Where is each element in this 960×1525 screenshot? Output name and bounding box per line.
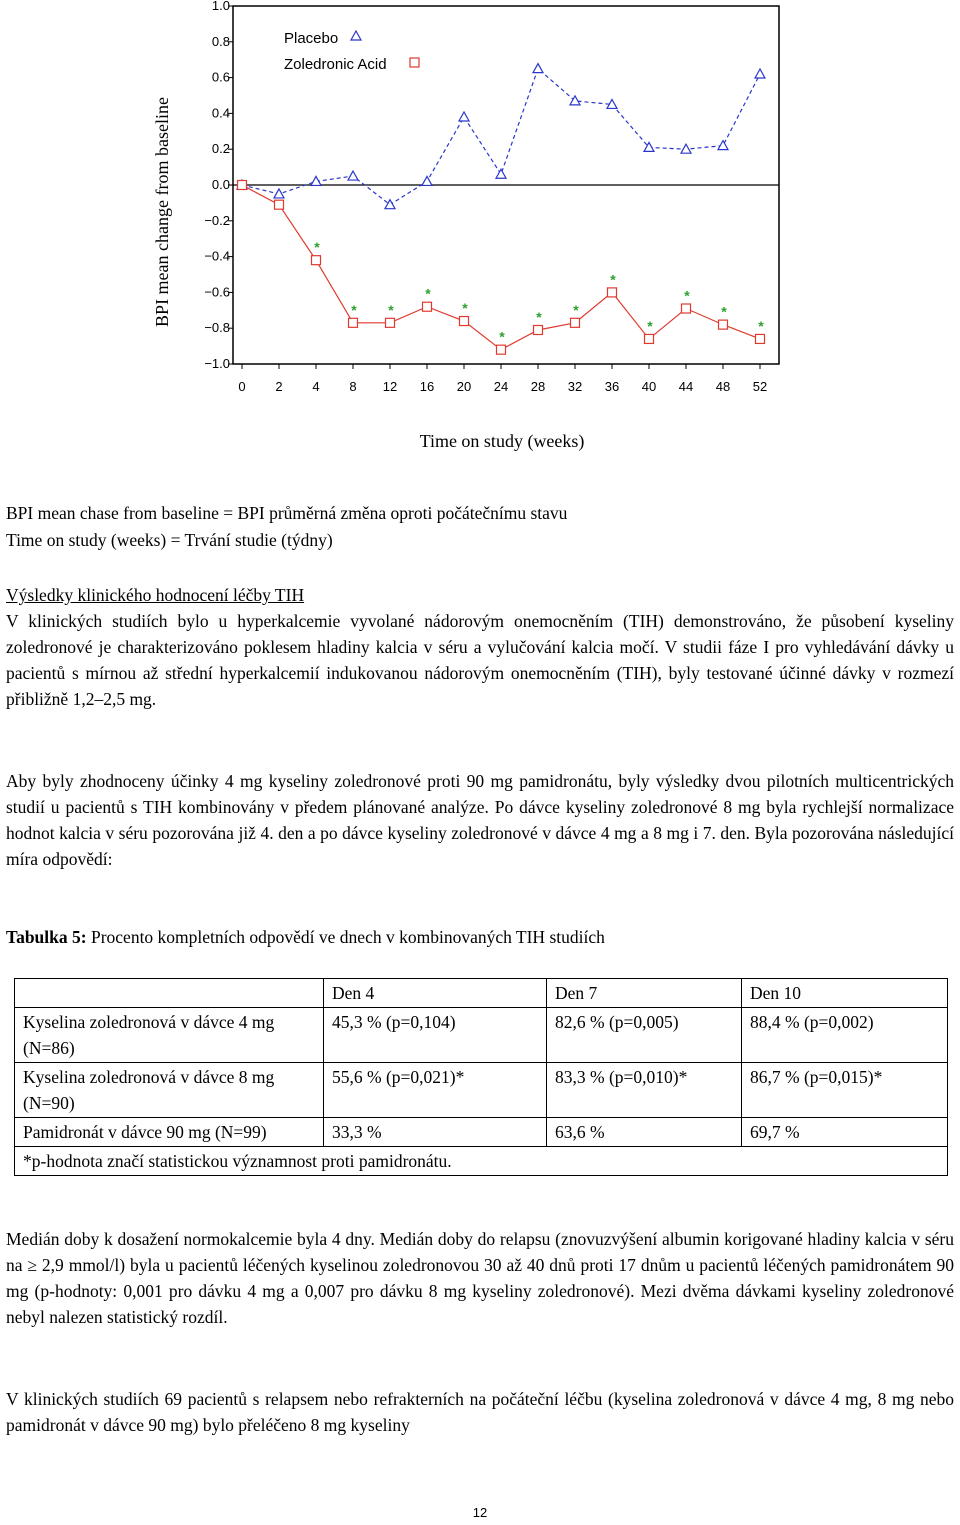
significance-marker: * [758,317,764,334]
page-number: 12 [472,1505,488,1520]
placebo-point [496,169,506,178]
placebo-point [533,64,543,73]
table-cell: 88,4 % (p=0,002) [742,1008,948,1063]
table-cell: 45,3 % (p=0,104) [324,1008,547,1063]
x-tick-label: 24 [493,379,509,394]
table-row-label: Kyselina zoledronová v dávce 4 mg (N=86) [15,1008,324,1063]
significance-marker: * [684,287,690,304]
x-tick-label: 28 [530,379,546,394]
zoledronic-point [608,288,617,297]
legend-zoledronic-label: Zoledronic Acid [284,56,387,73]
zoledronic-point [312,256,321,265]
table-header-cell [15,979,324,1008]
table-footnote: *p-hodnota značí statistickou významnost proti pamidronátu. [15,1147,948,1176]
table-cell: 63,6 % [547,1118,742,1147]
x-tick-label: 8 [349,379,357,394]
paragraph-pooled-analysis: Aby byly zhodnoceny účinky 4 mg kyseliny zoledronové proti 90 mg pamidronátu, byly výsledky dvou pilotních multicentrických studií u pacientů s TIH kombinovány v předem plánované analýze. Po dávce kyseliny zoledronové 8 mg byla rychlejší normalizace hodnot kalcia v séru pozorována již 4. den a po dávce kyseliny zoledronové v dávce 4 mg a 8 mg i 7. den. Byla pozorována následující míra odpovědí: [6,771,954,869]
placebo-point [459,112,469,121]
significance-marker: * [647,317,653,334]
zoledronic-point [497,345,506,354]
y-tick-label: 0.2 [211,141,230,157]
significance-marker: * [721,303,727,320]
zoledronic-point [756,334,765,343]
x-tick-label: 20 [456,379,472,394]
y-tick-label: −1.0 [204,356,230,371]
zoledronic-point [682,304,691,313]
paragraph-normocalcemia: Medián doby k dosažení normokalcemie byla 4 dny. Medián doby do relapsu (znovuzvýšení albumin korigované hladiny kalcia v séru na ≥ 2,9 mmol/l) byla u pacientů léčených kyselinou zoledronovou 30 až 40 dnů proti 17 dnům u pacientů léčených pamidronátem 90 mg (p-hodnoty: 0,001 pro dávku 4 mg a 0,007 pro dávku 8 mg kyseliny zoledronové). Mezi dvěma dávkami kyseliny zoledronové nebyl nalezen statistický rozdíl. [6,1229,954,1327]
zoledronic-point [349,318,358,327]
y-tick-label: −0.4 [204,248,230,264]
significance-marker: * [499,328,505,345]
table-cell: 86,7 % (p=0,015)* [742,1063,948,1118]
y-tick-label: 0.0 [211,177,230,192]
placebo-point [348,171,358,180]
significance-marker: * [425,285,431,302]
table-cell: 69,7 % [742,1118,948,1147]
zoledronic-point [460,317,469,326]
gloss-time: Time on study (weeks) = Trvání studie (týdny) [6,530,333,550]
placebo-point [422,176,432,185]
placebo-point [718,141,728,150]
placebo-point [274,189,284,198]
table-row-label: Pamidronát v dávce 90 mg (N=99) [15,1118,324,1147]
table-header-cell: Den 7 [547,979,742,1008]
x-tick-label: 0 [238,379,246,394]
x-tick-label: 4 [312,379,320,394]
x-tick-label: 12 [382,379,398,394]
y-tick-label: 1.0 [211,0,230,13]
zoledronic-point [275,200,284,209]
zoledronic-point [238,181,247,190]
placebo-point [385,200,395,209]
table-header-cell: Den 10 [742,979,948,1008]
x-tick-label: 44 [678,379,694,394]
significance-marker: * [388,301,394,318]
y-tick-label: 0.4 [211,105,230,121]
y-tick-label: −0.2 [204,212,230,228]
table-header-cell: Den 4 [324,979,547,1008]
zoledronic-point [571,318,580,327]
x-tick-label: 32 [567,379,583,394]
table-row [15,1118,948,1147]
zoledronic-point [645,334,654,343]
table-footnote-row [15,1147,948,1176]
x-tick-label: 2 [275,379,283,394]
bpi-chart-svg [140,0,800,460]
table-caption [6,924,605,950]
significance-marker: * [610,271,616,288]
x-tick-label: 16 [419,379,435,394]
paragraph-retreatment: V klinických studiích 69 pacientů s relapsem nebo refrakterních na počáteční léčbu (kyselina zoledronová v dávce 4 mg, 8 mg nebo pamidronát v dávce 90 mg) bylo přeléčeno 8 mg kyseliny [6,1389,954,1435]
y-tick-label: −0.6 [204,284,230,300]
section-heading: Výsledky klinického hodnocení léčby TIH [6,585,305,605]
placebo-point [681,144,691,153]
table-row [15,1008,948,1063]
significance-marker: * [314,239,320,256]
bpi-chart [140,0,800,460]
table-row-label: Kyselina zoledronová v dávce 8 mg (N=90) [15,1063,324,1118]
x-axis-title: Time on study (weeks) [419,431,585,451]
x-tick-label: 52 [752,379,768,394]
legend-zoledronic-marker [410,58,419,67]
y-tick-label: 0.6 [211,69,230,85]
significance-marker: * [573,301,579,318]
response-rate-table [14,978,948,1176]
zoledronic-point [423,302,432,311]
legend-placebo-label: Placebo [284,30,339,47]
gloss-bpi: BPI mean chase from baseline = BPI průměrná změna oproti počátečnímu stavu [6,503,568,523]
table-cell: 33,3 % [324,1118,547,1147]
table-cell: 82,6 % (p=0,005) [547,1008,742,1063]
table-row [15,1063,948,1118]
paragraph-tih-intro: V klinických studiích bylo u hyperkalcemie vyvolané nádorovým onemocněním (TIH) demonstrováno, že působení kyseliny zoledronové je charakterizováno poklesem hladiny kalcia v séru a vylučování kalcia močí. V studii fáze I pro vyhledávání dávky u pacientů s mírnou až střední hyperkalcemií indukovanou nádorovým onemocněním (TIH), byly testované účinné dávky v rozmezí přibližně 1,2–2,5 mg. [6,611,954,709]
table-caption-text: Procento kompletních odpovědí ve dnech v kombinovaných TIH studiích [86,927,605,947]
zoledronic-series-line [242,185,760,350]
y-tick-label: 0.8 [211,33,230,49]
placebo-point [755,69,765,78]
zoledronic-point [386,318,395,327]
legend-placebo-marker [351,31,361,40]
significance-marker: * [462,300,468,317]
zoledronic-point [719,320,728,329]
y-axis-title: BPI mean change from baseline [152,97,172,327]
y-tick-label: −0.8 [204,320,230,336]
x-tick-label: 48 [715,379,731,394]
x-tick-label: 36 [604,379,620,394]
table-header-row [15,979,948,1008]
significance-marker: * [351,301,357,318]
table-cell: 55,6 % (p=0,021)* [324,1063,547,1118]
x-tick-label: 40 [641,379,657,394]
placebo-point [570,96,580,105]
table-caption-label: Tabulka 5: [6,927,87,947]
zoledronic-point [534,325,543,334]
table-cell: 83,3 % (p=0,010)* [547,1063,742,1118]
significance-marker: * [536,308,542,325]
